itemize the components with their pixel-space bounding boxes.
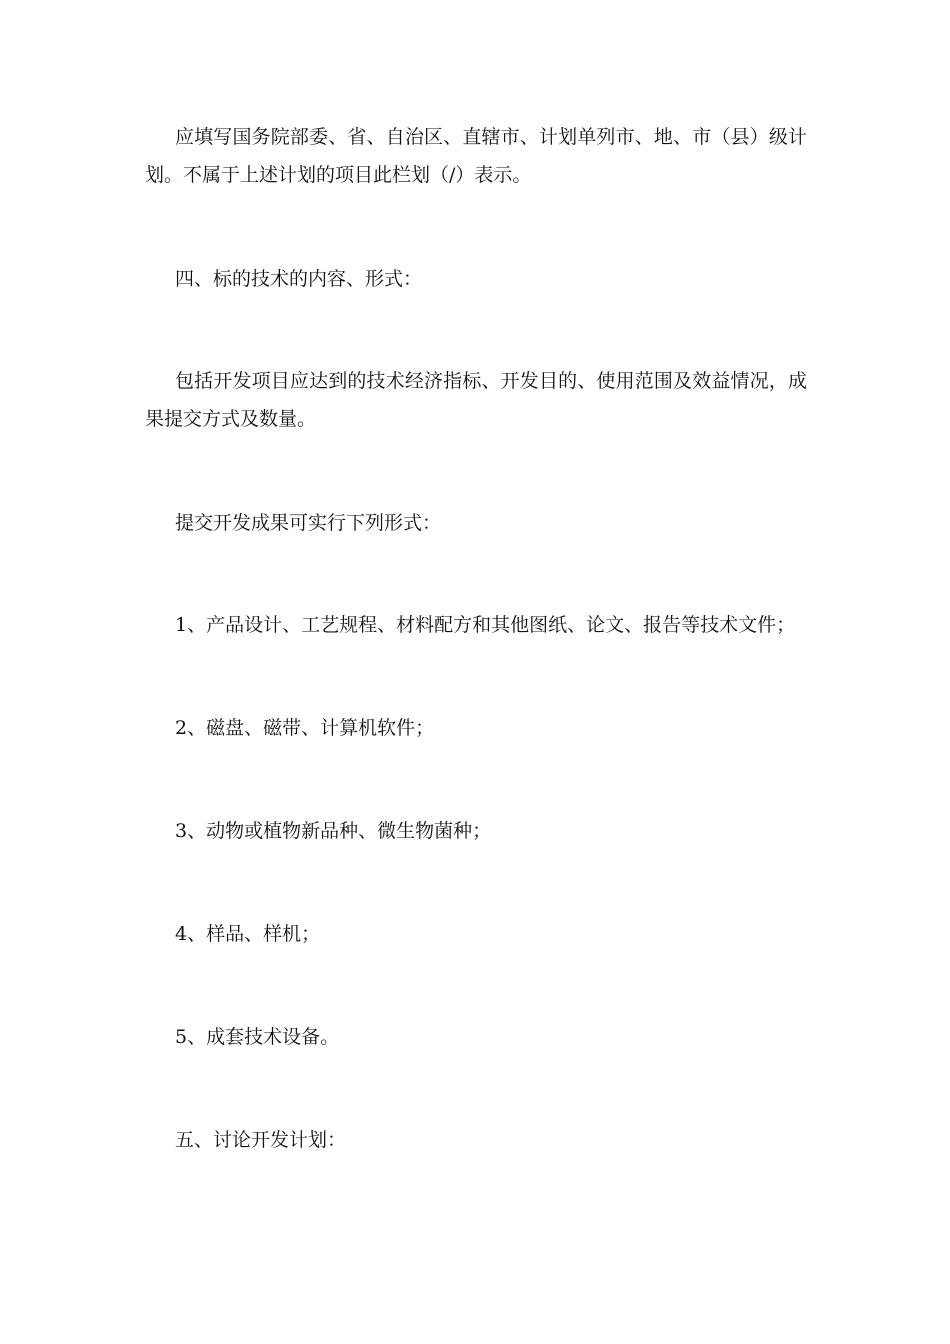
list-item-3: 3、动物或植物新品种、微生物菌种； (175, 820, 492, 842)
section-heading-four: 四、标的技术的内容、形式： (175, 268, 423, 290)
paragraph-content-description: 包括开发项目应达到的技术经济指标、开发目的、使用范围及效益情况，成果提交方式及数量。 (145, 370, 807, 430)
list-item-5: 5、成套技术设备。 (175, 1026, 340, 1048)
list-item-2: 2、磁盘、磁带、计算机软件； (175, 717, 435, 739)
list-item-4: 4、样品、样机； (175, 923, 321, 945)
paragraph-plan-level-note: 应填写国务院部委、省、自治区、直辖市、计划单列市、地、市（县）级计划。不属于上述计划的项目此栏划（/）表示。 (145, 126, 807, 186)
section-heading-five: 五、讨论开发计划： (175, 1129, 347, 1151)
list-item-1: 1、产品设计、工艺规程、材料配方和其他图纸、论文、报告等技术文件； (175, 614, 796, 636)
paragraph-submission-forms-intro: 提交开发成果可实行下列形式： (175, 512, 442, 534)
